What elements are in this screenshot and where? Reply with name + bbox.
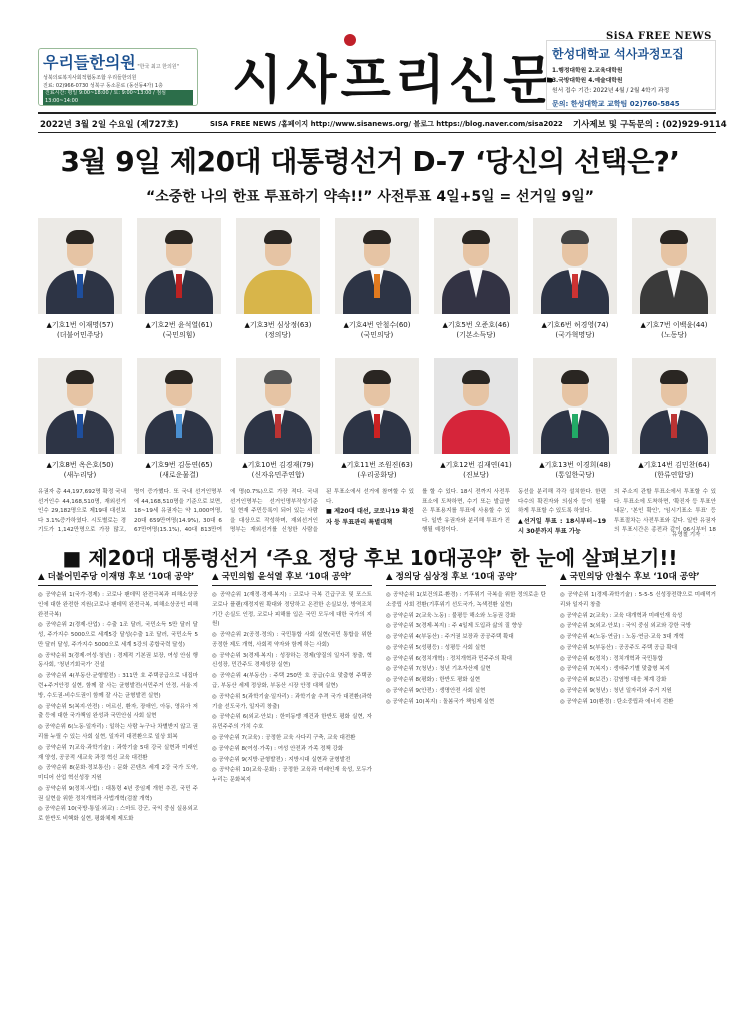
article-text: 된 투표소에서 선거에 참여할 수 있다. [326, 489, 414, 505]
candidate-number: ▲기호11번 조원진(63) [341, 461, 413, 469]
pledge-item: ◎ 공약순위 2(교육) : 교육 대개혁과 미래인재 육성 [560, 612, 683, 619]
pledge-item: ◎ 공약순위 7(교육) : 공정한 교육 사다리 구축, 교육 대전환 [212, 734, 356, 741]
candidate-photo [236, 218, 320, 314]
candidate-card [434, 218, 518, 340]
article-column-6 [518, 488, 606, 536]
ad-right-banner[interactable] [546, 40, 716, 110]
pledge-list [560, 591, 716, 1021]
pledge-heading: ▲ 정의당 심상정 후보 ‘10대 공약’ [386, 572, 518, 582]
pledge-item: ◎ 공약순위 4(노동·연금) : 노동·연금·교육 3대 개혁 [560, 634, 684, 641]
article-text: 의 주소지 관할 투표소에서 투표할 수 있다. 투표소에 도착하면, '확진자 등 투표안내문', '본인 확인', '임시기표소 투표' 등 투표절차는 사전투표와 같다. 일반 유권자의 투표시간은 종전과 같이 06시부터 18 [614, 489, 716, 534]
candidate-card [632, 358, 716, 480]
candidate-photo [632, 358, 716, 454]
article-column-5: 를 할 수 있다. 18시 전까지 사전투표소에 도착하면, 수기 또는 발급받은 투표용지를 투표에 사용할 수 있다. 일반 유권자와 분리해 투표가 진행될 예정이다. [422, 489, 510, 534]
candidate-photo [137, 218, 221, 314]
pledge-item: ◎ 공약순위 4(부동산) : 주거권 보장과 공공주택 확대 [386, 634, 514, 641]
pledge-list [212, 591, 372, 1021]
article-text: 동선을 분리해 각각 설치한다. 한편 다수의 확진자와 의심자 등이 원활하게 투표할 수 있도록 하였다. [518, 489, 606, 515]
ad-left-line: 성북의료복지사회적협동조합 우리들한의원 [43, 75, 137, 81]
pledge-item: ◎ 공약순위 2(공정·정의) : 국민통합 사회 실현(국민 통합을 위한 공정한 제도 개혁, 사회적 약자와 함께 하는 사회) [212, 632, 372, 648]
pledge-item: ◎ 공약순위 3(외교·안보) : 국익 중심 외교와 강한 국방 [560, 623, 692, 630]
candidate-card [533, 218, 617, 340]
candidate-party: (국민의당) [360, 331, 394, 340]
candidate-photo [632, 218, 716, 314]
pledge-list [38, 591, 198, 1021]
pledge-column-sim [386, 570, 546, 1021]
candidate-party: (새누리당) [63, 471, 97, 480]
candidate-party: (더불어민주당) [56, 331, 104, 340]
candidate-card [137, 218, 221, 340]
pledge-column-ahn [560, 570, 716, 1021]
candidate-photo [335, 218, 419, 314]
candidate-card [38, 358, 122, 480]
ad-left-line: 진료시간: 평일 9:00~18:00 / 토: 9:00~13:00 / 점심 13:00~14:00 [43, 90, 193, 105]
pledge-item: ◎ 공약순위 5(부동산) : 공공주도 주택 공급 확대 [560, 644, 678, 651]
candidate-card [38, 218, 122, 340]
pledge-item: ◎ 공약순위 8(여성·가족) : 여성 안전과 가족 정책 강화 [212, 745, 344, 752]
candidate-photo [533, 218, 617, 314]
candidate-photo [434, 218, 518, 314]
candidate-number: ▲기호1번 이재명(57) [46, 321, 114, 329]
candidate-party: (노동당) [661, 331, 687, 340]
ad-left-line: 진료: 02)966-0730 성북구 동소문로 (동선동4가) 1층 [43, 82, 163, 89]
masthead-dot-icon [344, 34, 356, 46]
pledge-item: ◎ 공약순위 6(정치개혁) : 정치개혁과 민주주의 확대 [386, 655, 512, 662]
candidate-photo [38, 218, 122, 314]
candidate-number: ▲기호3번 심상정(63) [244, 321, 312, 329]
candidate-card [335, 218, 419, 340]
issue-date: 2022년 3월 2일 수요일 (제727호) [40, 120, 179, 130]
candidate-card [236, 358, 320, 480]
info-bar [38, 114, 727, 132]
sub-headline: “소중한 나의 한표 투표하기 약속!!” 사전투표 4일+5일 = 선거일 9일” [146, 189, 594, 205]
pledge-heading: ▲ 국민의당 안철수 후보 ‘10대 공약’ [560, 572, 700, 582]
candidate-photo [236, 358, 320, 454]
candidate-party: (신자유민주연합) [251, 471, 305, 480]
pledge-item: ◎ 공약순위 10(환경) : 탄소중립과 에너지 전환 [560, 698, 674, 705]
pledge-item: ◎ 공약순위 9(청년) : 청년 일자리와 주거 지원 [560, 688, 672, 695]
pledge-item: ◎ 공약순위 1(경제·과학기술) : 5-5-5 신성장전략으로 미래먹거리와 일자리 창출 [560, 592, 716, 608]
pledge-column-lee [38, 570, 198, 1021]
candidate-card [632, 218, 716, 340]
pledge-item: ◎ 공약순위 2(경제·산업) : 수출 1조 달러, 국민소득 5만 달러 달성, 주가지수 5000으로 세계5강 달성(수출 1조 달러, 국민소득 5만 달러 달성, 주가지수 5000으로 세계 5강의 종합국력 달성) [38, 622, 198, 648]
candidate-number: ▲기호7번 이백윤(44) [640, 321, 708, 329]
pledge-item: ◎ 공약순위 9(지방·균형발전) : 지방시대 실현과 균형발전 [212, 756, 351, 763]
candidate-party: (국가혁명당) [555, 331, 595, 340]
candidate-party: (정의당) [265, 331, 291, 340]
candidate-number: ▲기호9번 김동연(65) [145, 461, 213, 469]
pledge-item: ◎ 공약순위 1(국가·경제) : 코로나 팬데믹 완전극복과 피해소상공인에 대한 완전한 지원(코로나 팬데믹 완전극복, 피해소상공인 피해 완전극복) [38, 592, 198, 618]
pledge-item: ◎ 공약순위 6(노동·일자리) : 일하는 사람 누구나 차별받지 않고 권리를 누릴 수 있는 사회 실현, 일자리 대전환으로 일상 회복 [38, 724, 198, 740]
section-title: ■ 제20대 대통령선거 ‘주요 정당 후보 10대공약’ 한 눈에 살펴보기!! [62, 546, 678, 570]
candidate-photo [38, 358, 122, 454]
pledge-item: ◎ 공약순위 7(청년) : 청년 기초자산제 실현 [386, 666, 491, 673]
byline: 유영철 기자 [672, 532, 701, 538]
candidate-party: (우리공화당) [357, 471, 397, 480]
pledge-item: ◎ 공약순위 6(외교·안보) : 한미동맹 재건과 한반도 평화 실현, 자유민주주의 가치 수호 [212, 714, 372, 731]
candidate-card [335, 358, 419, 480]
pledge-item: ◎ 공약순위 5(과학기술·일자리) : 과학기술 추격 국가 대전환(과학기술 선도국가, 일자리 창출) [212, 693, 372, 710]
candidate-number: ▲기호2번 윤석열(61) [145, 321, 213, 329]
candidate-party: (한류연합당) [654, 471, 694, 480]
box-heading: ■ 제20대 대선, 코로나19 확진자 등 투표관리 특별대책 [326, 508, 414, 526]
pledge-item: ◎ 공약순위 3(경제·복지) : 성장하는 경제(양질의 일자리 창출, 혁신성장, 민간주도 경제성장 실현) [212, 652, 372, 669]
candidate-number: ▲기호6번 허경영(74) [541, 321, 609, 329]
ad-right-item: 1.행정대학원 2.교육대학원 [552, 68, 623, 75]
article-column-7 [614, 488, 716, 536]
pledge-heading: ▲ 국민의힘 윤석열 후보 ‘10대 공약’ [212, 572, 352, 582]
candidate-photo [335, 358, 419, 454]
ad-left-banner[interactable] [38, 48, 198, 106]
pledge-item: ◎ 공약순위 5(성평등) : 성평등 사회 실현 [386, 644, 486, 651]
candidate-party: (새로운물결) [159, 471, 199, 480]
ad-left-brand: 우리들한의원 [43, 53, 136, 72]
ad-right-contact: 문의: 한성대학교 교학팀 02)760-5845 [552, 99, 680, 108]
pledge-item: ◎ 공약순위 4(부동산·균형발전) : 311만 호 주택공급으로 내집마련+주거안정 실현, 함께 잘 사는 균형발전(서민주거 안정, 서울·지방, 수도권-비수도권이 함께 잘 사는 균형발전 실현) [38, 673, 198, 699]
pledge-item: ◎ 공약순위 9(안전) : 생명안전 사회 실현 [386, 688, 486, 695]
candidate-photo [533, 358, 617, 454]
pledge-item: ◎ 공약순위 8(문화·정보통신) : 문화 콘텐츠 세계 2강 국가 도약, 미디어 산업 혁신성장 지원 [38, 765, 198, 782]
candidate-card [137, 358, 221, 480]
pledge-item: ◎ 공약순위 5(복지·안전) : 어르신, 환자, 장애인, 아동, 영유아 저출 등에 대한 국가책임 완성과 국민안심 사회 실현 [38, 703, 198, 720]
pledge-list [386, 591, 546, 1021]
candidate-party: (국민의힘) [162, 331, 196, 340]
pledge-item: ◎ 공약순위 9(정치·사법) : 대통령 4년 중임제 개헌 추진, 국민 주권 실현을 위한 정치개혁과 사법개혁(검찰 개혁) [38, 785, 198, 802]
website-info[interactable]: SISA FREE NEWS /홈페이지 http://www.sisanews.org/ 블로그 https://blog.naver.com/sisa2022 [210, 120, 563, 128]
article-column-1: 유권자 총 44,197,692명 확정 국내선거인수 44,168,510명, 재외선거인수 29,182명으로 제19대 대선보다 3.1%증가하였다. 시도별로는 경기도가 1,142만명으로 가장 많고, [38, 489, 126, 534]
pledge-item: ◎ 공약순위 10(국방·통일·외교) : 스마트 강군, 국익 중심 실용외교로 한반도 비핵화 실현, 평화체제 제도화 [38, 806, 198, 823]
ad-left-slogan: "한국 최고 한의원" [137, 64, 179, 70]
candidate-number: ▲기호12번 김재연(41) [440, 461, 512, 469]
candidate-number: ▲기호10번 김경재(79) [242, 461, 314, 469]
candidate-card [434, 358, 518, 480]
article-column-3: 에 명(0.7%)으로 가장 적다. 국내 선거인명부는 선거인명부작성기준일 현재 주민등록이 되어 있는 사람을 대상으로 작성하며, 재외선거인명부는 재외선거를 신청한 사람을 [230, 489, 318, 534]
pledge-item: ◎ 공약순위 7(복지) : 생애주기별 맞춤형 복지 [560, 666, 670, 673]
candidate-number: ▲기호13번 이경희(48) [539, 461, 611, 469]
candidate-card [533, 358, 617, 480]
pledge-heading: ▲ 더불어민주당 이재명 후보 ‘10대 공약’ [38, 572, 195, 582]
candidate-photo [137, 358, 221, 454]
candidate-party: (기본소득당) [456, 331, 496, 340]
candidate-number: ▲기호14번 김민찬(64) [638, 461, 710, 469]
pledge-item: ◎ 공약순위 6(정치) : 정치개혁과 국민통합 [560, 655, 663, 662]
candidate-party: (진보당) [463, 471, 489, 480]
pledge-item: ◎ 공약순위 3(경제·복지) : 주 4일제 도입과 삶의 질 향상 [386, 623, 523, 630]
ad-right-item: 3.국방대학원 4.예술대학원 [552, 78, 623, 85]
pledge-item: ◎ 공약순위 3(경제·여성·청년) : 경제적 기본권 보장, 여성 안심 행동사회, '청년기회국가' 건설 [38, 652, 198, 669]
ad-right-item: 원서 접수 기간: 2022년 4월 / 2월 4학기 과정 [552, 88, 670, 95]
pledge-item: ◎ 공약순위 1(재정·경제·복지) : 코로나 극복 긴급구조 및 포스트 코로나 플랜(재정지원 확대와 정당하고 온전한 손실보상, 방역조치 기간 손실도 인정, 코로나 피해를 입은 국민 모두에 대한 국가의 지원) [212, 592, 372, 628]
article-column-2: 명이 증가했다. 또 국내 선거인명부에 44,168,510명을 기준으로 보면, 18~19세 유권자는 약 1,000여명, 20대 659만여명(14.9%), 30대 667만여명(15.1%), 40대 813만여 [134, 489, 222, 534]
pledge-item: ◎ 공약순위 10(복지) : 돌봄국가 책임제 실현 [386, 698, 495, 705]
contact-phone: 기사제보 및 구독문의 : (02)929-9114 [573, 120, 727, 130]
masthead-title[interactable]: 시사프리신문 [232, 51, 558, 111]
pledge-item: ◎ 공약순위 8(평화) : 한반도 평화 실현 [386, 677, 481, 684]
pledge-item: ◎ 공약순위 4(부동산) : 주택 250만 호 공급(수요 맞춤형 주택공급, 부동산 세제 정상화, 부동산 시장 안정 대책 실현) [212, 673, 372, 690]
ad-right-title: 한성대학교 석사과정모집 [552, 47, 684, 61]
header-rule-bottom [38, 132, 716, 133]
pledge-item: ◎ 공약순위 10(교육·문화) : 공정한 교육과 미래인재 육성, 모두가 누리는 문화복지 [212, 767, 372, 784]
pledge-item: ◎ 공약순위 8(보건) : 감염병 대응 체계 강화 [560, 677, 667, 684]
pledge-item: ◎ 공약순위 1(보건의료·환경) : 기후위기 극복을 위한 정의로운 탄소중립 사회 전환(기후위기 선도국가, 녹색전환 실현) [386, 592, 546, 608]
main-headline: 3월 9일 제20대 대통령선거 D-7 ‘당신의 선택은?’ [60, 145, 680, 178]
candidate-number: ▲기호4번 안철수(60) [343, 321, 411, 329]
candidate-card [236, 218, 320, 340]
candidate-number: ▲기호5번 오준호(46) [442, 321, 510, 329]
candidate-photo [434, 358, 518, 454]
pledge-column-yoon [212, 570, 372, 1021]
article-column-4 [326, 488, 414, 536]
candidate-party: (통일한국당) [555, 471, 595, 480]
pledge-item: ◎ 공약순위 7(교육·과학기술) : 과학기술 5대 강국 실현과 미래인재 양성, 공공적 새교육 과정 혁신 교육 대전환 [38, 744, 198, 761]
candidate-number: ▲기호8번 옥은호(50) [46, 461, 114, 469]
box-heading: ▲선거일 투표 : 18시부터~19시 30분까지 투표 가능 [518, 517, 606, 536]
pledge-item: ◎ 공약순위 2(교육·노동) : 불평등 해소와 노동권 강화 [386, 612, 516, 619]
masthead-english: SiSA FREE NEWS [606, 31, 712, 42]
